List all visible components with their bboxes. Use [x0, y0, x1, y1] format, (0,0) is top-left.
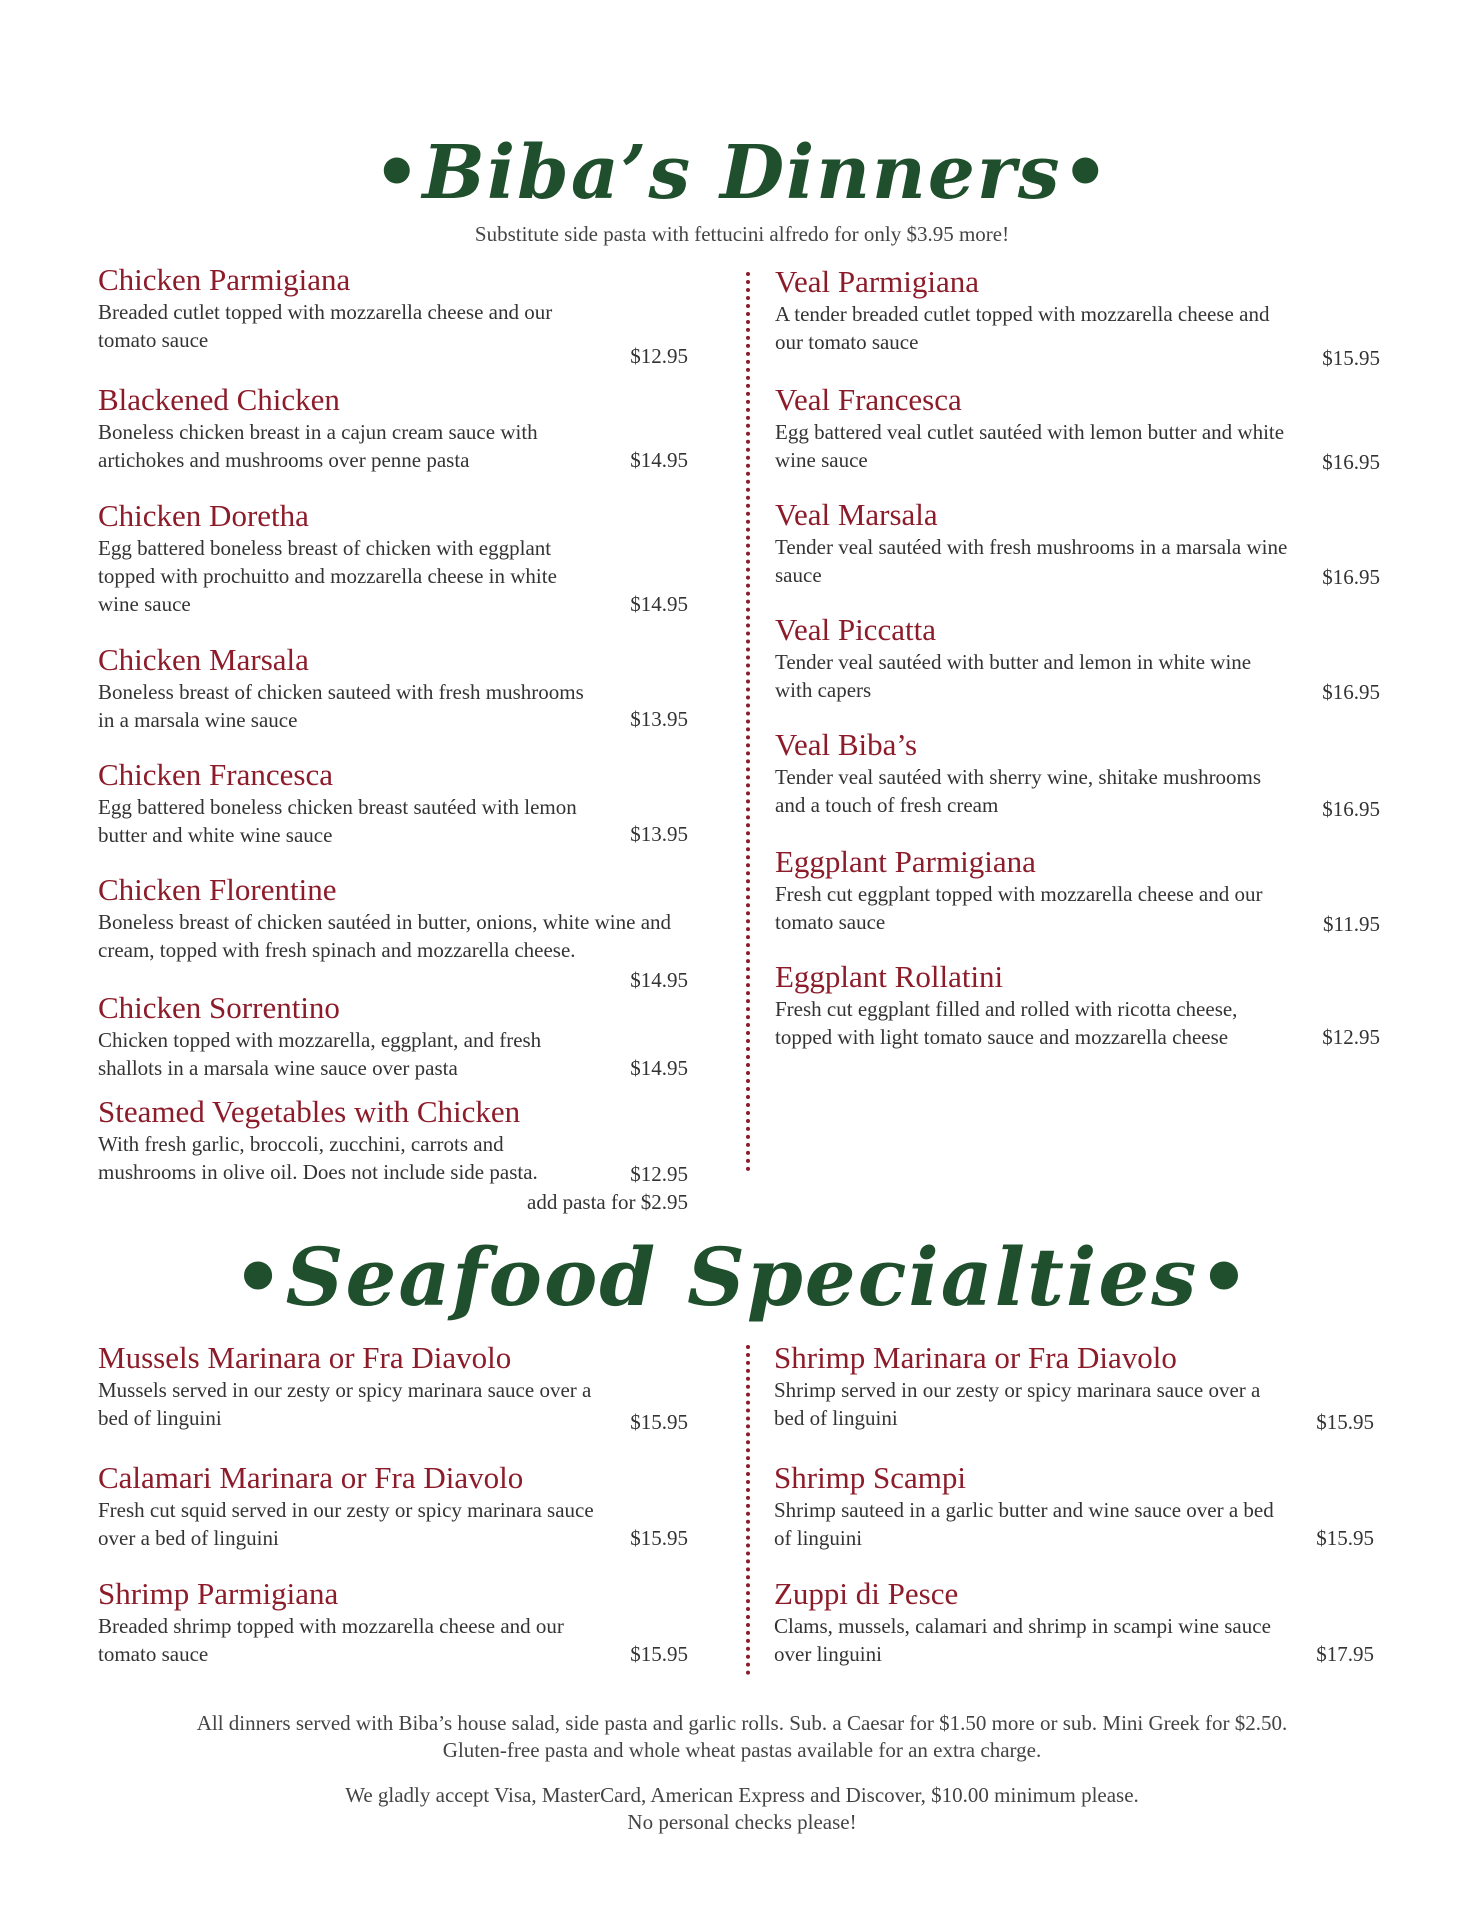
item-description: Breaded cutlet topped with mozzarella cheese and our tomato sauce — [98, 300, 553, 352]
item-description: Egg battered boneless chicken breast sautéed with lemon butter and white wine sauce — [98, 795, 577, 847]
item-name: Chicken Florentine — [98, 872, 337, 907]
item-name: Veal Biba’s — [775, 727, 918, 762]
menu-item — [775, 497, 1380, 612]
item-name: Chicken Francesca — [98, 757, 333, 792]
menu-item — [775, 844, 1380, 959]
item-name: Steamed Vegetables with Chicken — [98, 1094, 521, 1129]
menu-item — [98, 382, 688, 498]
item-price: $14.95 — [630, 448, 688, 472]
seafood-left-column — [98, 1340, 688, 1676]
menu-item — [98, 1460, 688, 1576]
item-price: $15.95 — [630, 1526, 688, 1550]
footer-payment — [0, 1782, 1484, 1836]
item-name: Chicken Parmigiana — [98, 262, 351, 297]
item-price: $12.95 — [630, 1162, 688, 1186]
item-price: $15.95 — [630, 1410, 688, 1434]
item-name: Chicken Sorrentino — [98, 990, 340, 1025]
item-description: Boneless breast of chicken sautéed in butter, onions, white wine and cream, topped with fresh spinach and mozzarella cheese. — [98, 910, 672, 962]
item-description: A tender breaded cutlet topped with mozzarella cheese and our tomato sauce — [775, 302, 1270, 354]
menu-item — [775, 612, 1380, 727]
menu-item — [775, 727, 1380, 844]
menu-item — [774, 1340, 1374, 1460]
menu-item — [98, 1094, 688, 1214]
menu-item — [98, 1576, 688, 1676]
item-price: $15.95 — [1316, 1410, 1374, 1434]
item-name: Calamari Marinara or Fra Diavolo — [98, 1460, 524, 1495]
footer-line-2: Gluten-free pasta and whole wheat pastas available for an extra charge. — [442, 1738, 1042, 1762]
menu-item — [98, 872, 688, 990]
menu-item — [98, 642, 688, 757]
item-price: $12.95 — [1322, 1025, 1380, 1049]
item-price: $16.95 — [1322, 565, 1380, 589]
item-description: Shrimp sauteed in a garlic butter and wine sauce over a bed of linguini — [774, 1498, 1274, 1550]
menu-item — [774, 1460, 1374, 1576]
item-description: Boneless breast of chicken sauteed with fresh mushrooms in a marsala wine sauce — [98, 680, 584, 732]
seafood-section-title: •Seafood Specialties• — [232, 1230, 1252, 1324]
item-description: Fresh cut eggplant filled and rolled with ricotta cheese, topped with light tomato sauce and mozzarella cheese — [775, 997, 1238, 1049]
item-name: Shrimp Marinara or Fra Diavolo — [774, 1340, 1177, 1375]
item-name: Zuppi di Pesce — [774, 1576, 959, 1611]
item-price: $12.95 — [630, 344, 688, 368]
item-name: Shrimp Scampi — [774, 1460, 967, 1495]
seafood-right-column — [774, 1340, 1374, 1676]
item-price: $14.95 — [630, 592, 688, 616]
item-name: Shrimp Parmigiana — [98, 1576, 339, 1611]
item-name: Veal Marsala — [775, 497, 938, 532]
item-extra-option: add pasta for $2.95 — [527, 1190, 688, 1214]
item-description: Boneless chicken breast in a cajun cream sauce with artichokes and mushrooms over penne pasta — [98, 420, 538, 472]
item-description: Fresh cut squid served in our zesty or spicy marinara sauce over a bed of linguini — [98, 1498, 594, 1550]
menu-item — [775, 264, 1380, 382]
item-price: $16.95 — [1322, 797, 1380, 821]
item-name: Veal Piccatta — [775, 612, 936, 647]
item-description: Fresh cut eggplant topped with mozzarella cheese and our tomato sauce — [775, 882, 1263, 934]
item-name: Chicken Marsala — [98, 642, 309, 677]
item-description: Tender veal sautéed with fresh mushrooms in a marsala wine sauce — [775, 535, 1288, 587]
dinners-section-title: •Biba’s Dinners• — [373, 130, 1111, 216]
item-name: Mussels Marinara or Fra Diavolo — [98, 1340, 512, 1375]
item-price: $11.95 — [1323, 912, 1380, 936]
footer-line-1: All dinners served with Biba’s house salad, side pasta and garlic rolls. Sub. a Caesar for $1.50 more or sub. Mini Greek for $2.50. — [196, 1711, 1288, 1735]
seafood-column-divider — [746, 1345, 750, 1675]
item-name: Eggplant Rollatini — [775, 959, 1004, 994]
footer-served-with — [0, 1710, 1484, 1764]
footer-line-3: We gladly accept Visa, MasterCard, American Express and Discover, $10.00 minimum please. — [345, 1783, 1139, 1807]
item-description: Tender veal sautéed with sherry wine, shitake mushrooms and a touch of fresh cream — [775, 765, 1262, 817]
dinners-left-column — [98, 262, 688, 1214]
item-price: $15.95 — [1316, 1526, 1374, 1550]
item-description: Tender veal sautéed with butter and lemon in white wine with capers — [775, 650, 1252, 702]
item-price: $16.95 — [1322, 680, 1380, 704]
item-price: $13.95 — [630, 822, 688, 846]
menu-item — [98, 990, 688, 1094]
item-price: $15.95 — [630, 1642, 688, 1666]
item-description: Egg battered boneless breast of chicken with eggplant topped with prochuitto and mozzarella cheese in white wine sauce — [98, 536, 557, 616]
item-description: Shrimp served in our zesty or spicy marinara sauce over a bed of linguini — [774, 1378, 1261, 1430]
item-name: Blackened Chicken — [98, 382, 340, 417]
item-name: Veal Francesca — [775, 382, 962, 417]
item-price: $17.95 — [1316, 1642, 1374, 1666]
item-price: $14.95 — [630, 968, 688, 992]
item-name: Veal Parmigiana — [775, 264, 980, 299]
dinners-right-column — [775, 264, 1380, 1059]
item-description: Clams, mussels, calamari and shrimp in scampi wine sauce over linguini — [774, 1614, 1271, 1666]
item-description: Mussels served in our zesty or spicy marinara sauce over a bed of linguini — [98, 1378, 592, 1430]
dinners-column-divider — [746, 272, 750, 1172]
item-description: With fresh garlic, broccoli, zucchini, carrots and mushrooms in olive oil. Does not include side pasta. — [98, 1132, 538, 1184]
menu-item — [98, 498, 688, 642]
menu-item — [98, 757, 688, 872]
item-price: $13.95 — [630, 707, 688, 731]
footer-line-4: No personal checks please! — [627, 1810, 857, 1834]
menu-item — [98, 1340, 688, 1460]
item-description: Egg battered veal cutlet sautéed with lemon butter and white wine sauce — [775, 420, 1285, 472]
item-price: $15.95 — [1322, 346, 1380, 370]
dinners-subtitle: Substitute side pasta with fettucini alfredo for only $3.95 more! — [474, 222, 1010, 246]
menu-item — [775, 382, 1380, 497]
item-description: Chicken topped with mozzarella, eggplant, and fresh shallots in a marsala wine sauce over pasta — [98, 1028, 542, 1080]
menu-item — [774, 1576, 1374, 1676]
menu-item — [775, 959, 1380, 1059]
item-description: Breaded shrimp topped with mozzarella cheese and our tomato sauce — [98, 1614, 564, 1666]
item-price: $16.95 — [1322, 450, 1380, 474]
item-price: $14.95 — [630, 1056, 688, 1080]
menu-item — [98, 262, 688, 382]
item-name: Eggplant Parmigiana — [775, 844, 1036, 879]
item-name: Chicken Doretha — [98, 498, 309, 533]
